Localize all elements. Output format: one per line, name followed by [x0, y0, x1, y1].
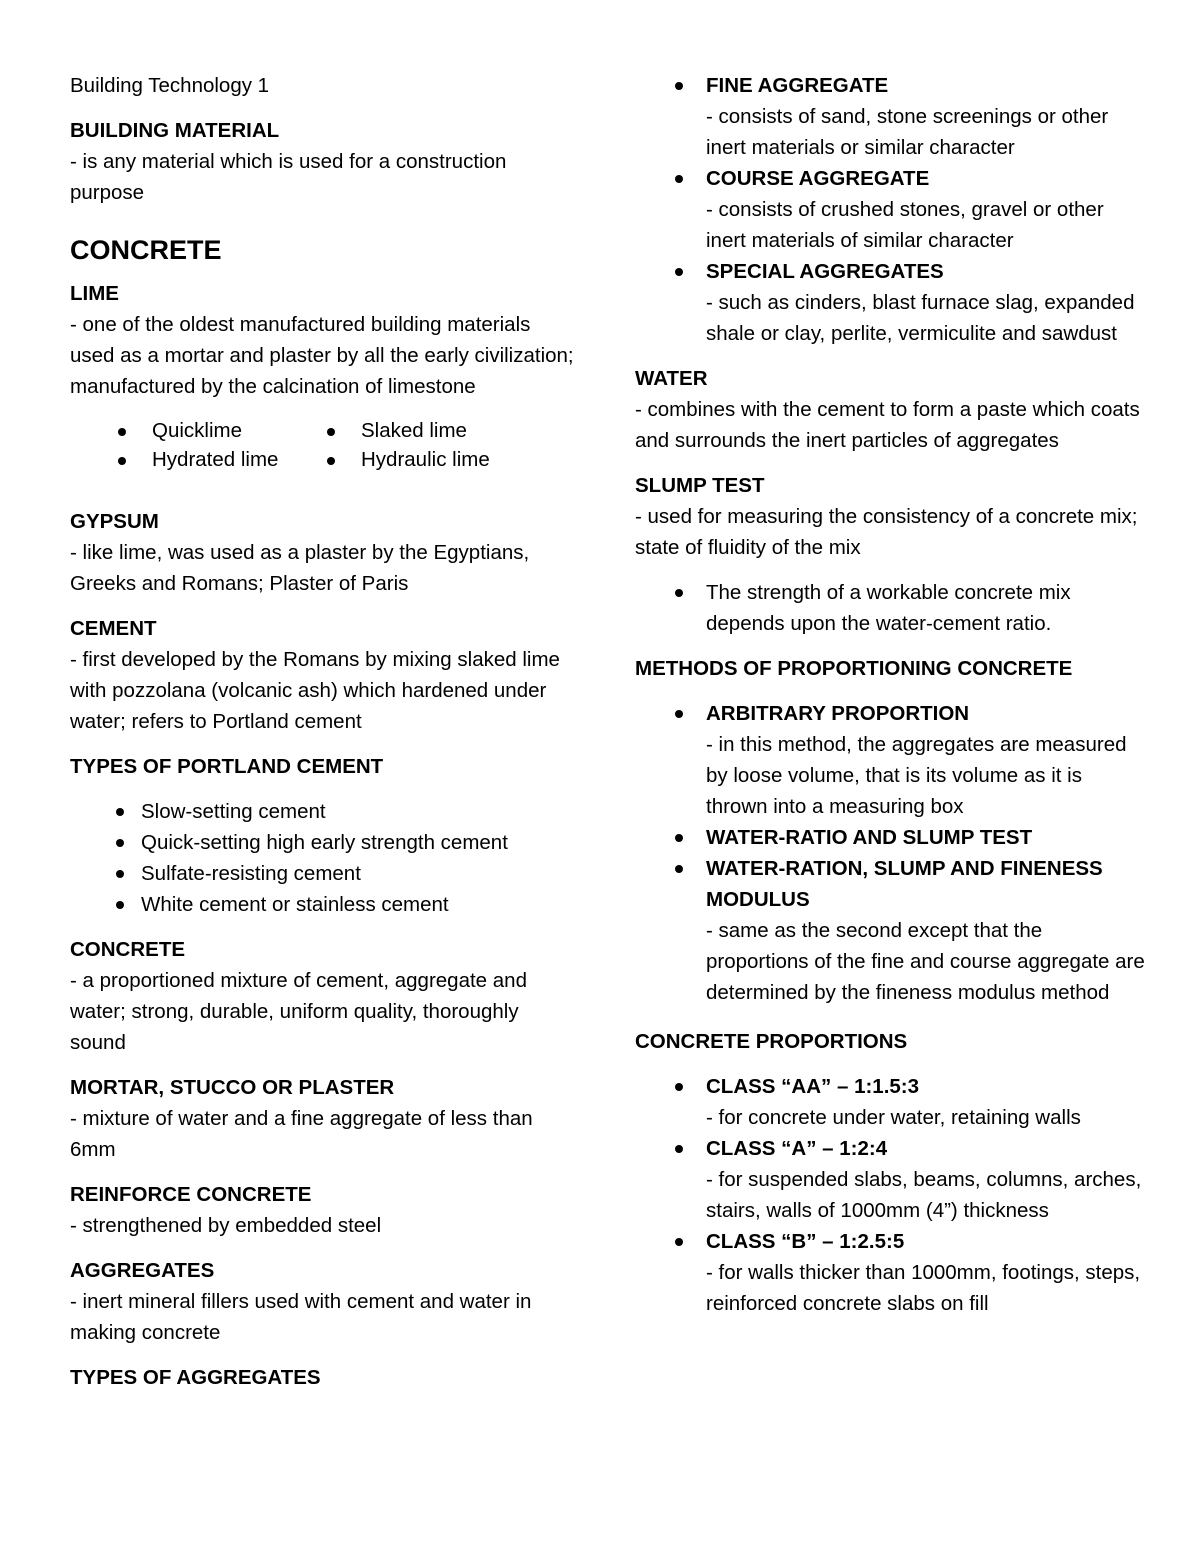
proportions-list: [635, 1071, 1145, 1319]
gypsum-heading: GYPSUM: [70, 510, 159, 533]
portland-types-list: [70, 796, 580, 920]
concrete-section-title: CONCRETE: [70, 235, 222, 265]
item-title: CLASS “A” – 1:2:4: [706, 1137, 888, 1160]
list-item: [635, 822, 1145, 853]
item-text: - for walls thicker than 1000mm, footings, steps, reinforced concrete slabs on fill: [706, 1261, 1141, 1315]
list-item: [635, 1071, 1145, 1133]
cement-text: - first developed by the Romans by mixing slaked lime with pozzolana (volcanic ash) which hardened under water; refers to Portland cement: [70, 648, 560, 733]
list-item: Slaked lime: [279, 416, 560, 445]
methods-heading: METHODS OF PROPORTIONING CONCRETE: [635, 657, 1073, 680]
lime-text: - one of the oldest manufactured building materials used as a mortar and plaster by all the early civilization; manufactured by the calcination of limestone: [70, 313, 574, 398]
list-item: Sulfate-resisting cement: [70, 858, 580, 889]
item-text: - consists of sand, stone screenings or other inert materials or similar character: [706, 105, 1109, 159]
proportions-heading: CONCRETE PROPORTIONS: [635, 1030, 908, 1053]
water-heading: WATER: [635, 367, 708, 390]
item-title: FINE AGGREGATE: [706, 74, 889, 97]
item-text: - such as cinders, blast furnace slag, expanded shale or clay, perlite, vermiculite and sawdust: [706, 291, 1135, 345]
gypsum-text: - like lime, was used as a plaster by the Egyptians, Greeks and Romans; Plaster of Paris: [70, 541, 530, 595]
document-subtitle: Building Technology 1: [70, 74, 270, 97]
list-item: [635, 698, 1145, 822]
item-title: CLASS “AA” – 1:1.5:3: [706, 1075, 920, 1098]
list-item: [635, 163, 1145, 256]
portland-types-heading: TYPES OF PORTLAND CEMENT: [70, 755, 384, 778]
item-text: - for suspended slabs, beams, columns, arches, stairs, walls of 1000mm (4”) thickness: [706, 1168, 1142, 1222]
list-item: [635, 70, 1145, 163]
list-item: White cement or stainless cement: [70, 889, 580, 920]
aggregates-text: - inert mineral fillers used with cement and water in making concrete: [70, 1290, 532, 1344]
item-title: WATER-RATIO AND SLUMP TEST: [706, 826, 1033, 849]
reinforce-text: - strengthened by embedded steel: [70, 1214, 382, 1237]
item-title: COURSE AGGREGATE: [706, 167, 930, 190]
item-text: - in this method, the aggregates are measured by loose volume, that is its volume as it is thrown into a measuring box: [706, 733, 1127, 818]
list-item: Slow-setting cement: [70, 796, 580, 827]
methods-list: [635, 698, 1145, 1008]
list-item: Hydrated lime: [70, 445, 315, 474]
list-item: [635, 1133, 1145, 1226]
concrete-heading: CONCRETE: [70, 938, 186, 961]
concrete-text: - a proportioned mixture of cement, aggregate and water; strong, durable, uniform quality, thoroughly sound: [70, 969, 527, 1054]
item-title: SPECIAL AGGREGATES: [706, 260, 944, 283]
lime-heading: LIME: [70, 282, 119, 305]
item-text: - consists of crushed stones, gravel or other inert materials of similar character: [706, 198, 1104, 252]
aggregate-types-list: [635, 70, 1145, 349]
left-column: [70, 70, 580, 1393]
reinforce-heading: REINFORCE CONCRETE: [70, 1183, 312, 1206]
item-text: - same as the second except that the proportions of the fine and course aggregate are determined by the fineness modulus method: [706, 919, 1145, 1004]
right-column: [635, 70, 1145, 1319]
list-item: Hydraulic lime: [279, 445, 560, 474]
item-text: - for concrete under water, retaining walls: [706, 1106, 1081, 1129]
building-material-text: - is any material which is used for a construction purpose: [70, 150, 507, 204]
mortar-heading: MORTAR, STUCCO OR PLASTER: [70, 1076, 395, 1099]
list-item: [635, 256, 1145, 349]
lime-types-list: [70, 416, 580, 474]
water-text: - combines with the cement to form a paste which coats and surrounds the inert particles of aggregates: [635, 398, 1140, 452]
list-item: [635, 1226, 1145, 1319]
list-item: The strength of a workable concrete mix depends upon the water-cement ratio.: [635, 577, 1145, 639]
slump-text: - used for measuring the consistency of a concrete mix; state of fluidity of the mix: [635, 505, 1138, 559]
building-material-heading: BUILDING MATERIAL: [70, 119, 280, 142]
cement-heading: CEMENT: [70, 617, 157, 640]
list-item: Quick-setting high early strength cement: [70, 827, 580, 858]
slump-notes-list: [635, 577, 1145, 639]
item-title: CLASS “B” – 1:2.5:5: [706, 1230, 905, 1253]
types-aggregates-heading: TYPES OF AGGREGATES: [70, 1366, 321, 1389]
mortar-text: - mixture of water and a fine aggregate of less than 6mm: [70, 1107, 533, 1161]
list-item: Quicklime: [70, 416, 315, 445]
aggregates-heading: AGGREGATES: [70, 1259, 215, 1282]
item-title: WATER-RATION, SLUMP AND FINENESS MODULUS: [706, 857, 1103, 911]
list-item: [635, 853, 1145, 1008]
item-title: ARBITRARY PROPORTION: [706, 702, 970, 725]
slump-heading: SLUMP TEST: [635, 474, 765, 497]
